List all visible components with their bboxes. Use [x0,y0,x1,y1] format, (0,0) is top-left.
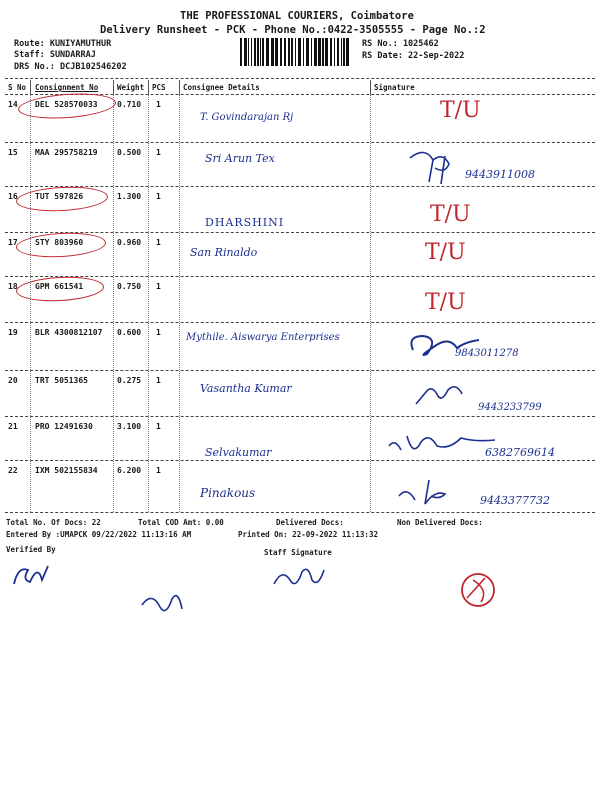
signer-phone: 6382769614 [485,446,555,459]
row-pcs: 1 [156,148,161,157]
col-header-signature: Signature [374,83,415,92]
row-consignment: TRT 5051365 [35,376,88,385]
row-sno: 14 [8,100,18,109]
col-header-weight: Weight [117,83,145,92]
col-header-pcs: PCS [152,83,166,92]
signature-mark: T/U [425,240,466,265]
row-pcs: 1 [156,466,161,475]
route-label: Route: KUNIYAMUTHUR [14,39,112,49]
verified-by-label: Verified By [6,545,56,554]
table-row [0,322,600,370]
consignee-name: Selvakumar [205,446,272,459]
signature-mark: T/U [430,202,471,227]
consignee-name: Pinakous [200,486,256,500]
row-weight: 6.200 [117,466,142,475]
staff-signature-label: Staff Signature [264,548,332,557]
row-sno: 18 [8,282,18,291]
row-weight: 0.500 [117,148,142,157]
row-consignment: MAA 295758219 [35,148,98,157]
row-sno: 17 [8,238,18,247]
signer-phone: 9443377732 [480,494,550,507]
consignee-name: Vasantha Kumar [200,382,292,395]
table-row [0,416,600,460]
total-cod: Total COD Amt: 0.00 [138,518,224,527]
consignee-name: Mythile. Aiswarya Enterprises [186,332,340,343]
row-sno: 15 [8,148,18,157]
signature-mark: T/U [425,290,466,315]
row-weight: 0.750 [117,282,142,291]
row-pcs: 1 [156,376,161,385]
row-sno: 20 [8,376,18,385]
row-pcs: 1 [156,192,161,201]
row-sno: 21 [8,422,18,431]
entered-by: Entered By :UMAPCK 09/22/2022 11:13:16 AM [6,530,192,539]
row-consignment: BLR 4300812107 [35,328,103,337]
row-consignment: TUT 597826 [35,192,84,201]
consignee-name: DHARSHINI [205,216,285,229]
row-weight: 3.100 [117,422,142,431]
company-title: THE PROFESSIONAL COURIERS, Coimbatore [180,10,414,22]
non-delivered-docs: Non Delivered Docs: [397,518,483,527]
row-weight: 0.960 [117,238,142,247]
col-divider [113,94,114,512]
row-consignment: DEL 528570033 [35,100,98,109]
signer-phone: 9443911008 [465,168,535,181]
row-pcs: 1 [156,282,161,291]
col-divider [370,94,371,512]
signature-mark: T/U [440,98,481,123]
row-weight: 0.710 [117,100,142,109]
rs-date: RS Date: 22-Sep-2022 [362,51,465,61]
row-consignment: IXM 502155834 [35,466,98,475]
col-divider [148,94,149,512]
row-sno: 16 [8,192,18,201]
total-docs: Total No. Of Docs: 22 [6,518,101,527]
staff-label: Staff: SUNDARRAJ [14,50,96,60]
table-row [0,232,600,276]
row-rule [5,512,595,513]
red-circle-mark [15,275,104,304]
signer-phone: 9443233799 [478,402,542,413]
row-consignment: STY 803960 [35,238,84,247]
col-header-consignment: Consignment No [35,83,99,92]
table-row [0,370,600,416]
staff-signature-image [270,560,330,596]
row-weight: 1.300 [117,192,142,201]
table-row [0,276,600,322]
row-consignment: GPM 661541 [35,282,84,291]
table-row [0,94,600,142]
rs-number: RS No.: 1025462 [362,39,439,49]
verifier-signature-image [8,556,58,592]
row-consignment: PRO 12491630 [35,422,93,431]
col-divider [179,94,180,512]
row-weight: 0.600 [117,328,142,337]
row-pcs: 1 [156,328,161,337]
row-sno: 22 [8,466,18,475]
row-pcs: 1 [156,238,161,247]
handwritten-signature-image [395,476,475,506]
consignee-name: Sri Arun Tex [205,152,275,165]
row-weight: 0.275 [117,376,142,385]
drs-number: DRS No.: DCJB102546202 [14,62,127,72]
consignee-name: T. Govindarajan Rj [200,112,294,123]
table-row [0,460,600,512]
consignee-name: San Rinaldo [190,246,258,259]
row-pcs: 1 [156,100,161,109]
initials-signature-image [138,585,188,621]
handwritten-signature-image [412,378,472,412]
row-sno: 19 [8,328,18,337]
col-header-details: Consignee Details [183,83,260,92]
printed-on: Printed On: 22-09-2022 11:13:32 [238,530,378,539]
red-stamp-mark [455,570,501,610]
runsheet-title: Delivery Runsheet - PCK - Phone No.:0422-3505555 - Page No.:2 [100,24,486,36]
table-row [0,142,600,186]
red-circle-mark [17,91,116,122]
table-row [0,186,600,232]
col-header-sno: S No [8,83,27,92]
handwritten-signature-image [405,146,465,186]
delivered-docs: Delivered Docs: [276,518,344,527]
row-pcs: 1 [156,422,161,431]
signer-phone: 9843011278 [455,348,519,359]
col-divider [30,94,31,512]
